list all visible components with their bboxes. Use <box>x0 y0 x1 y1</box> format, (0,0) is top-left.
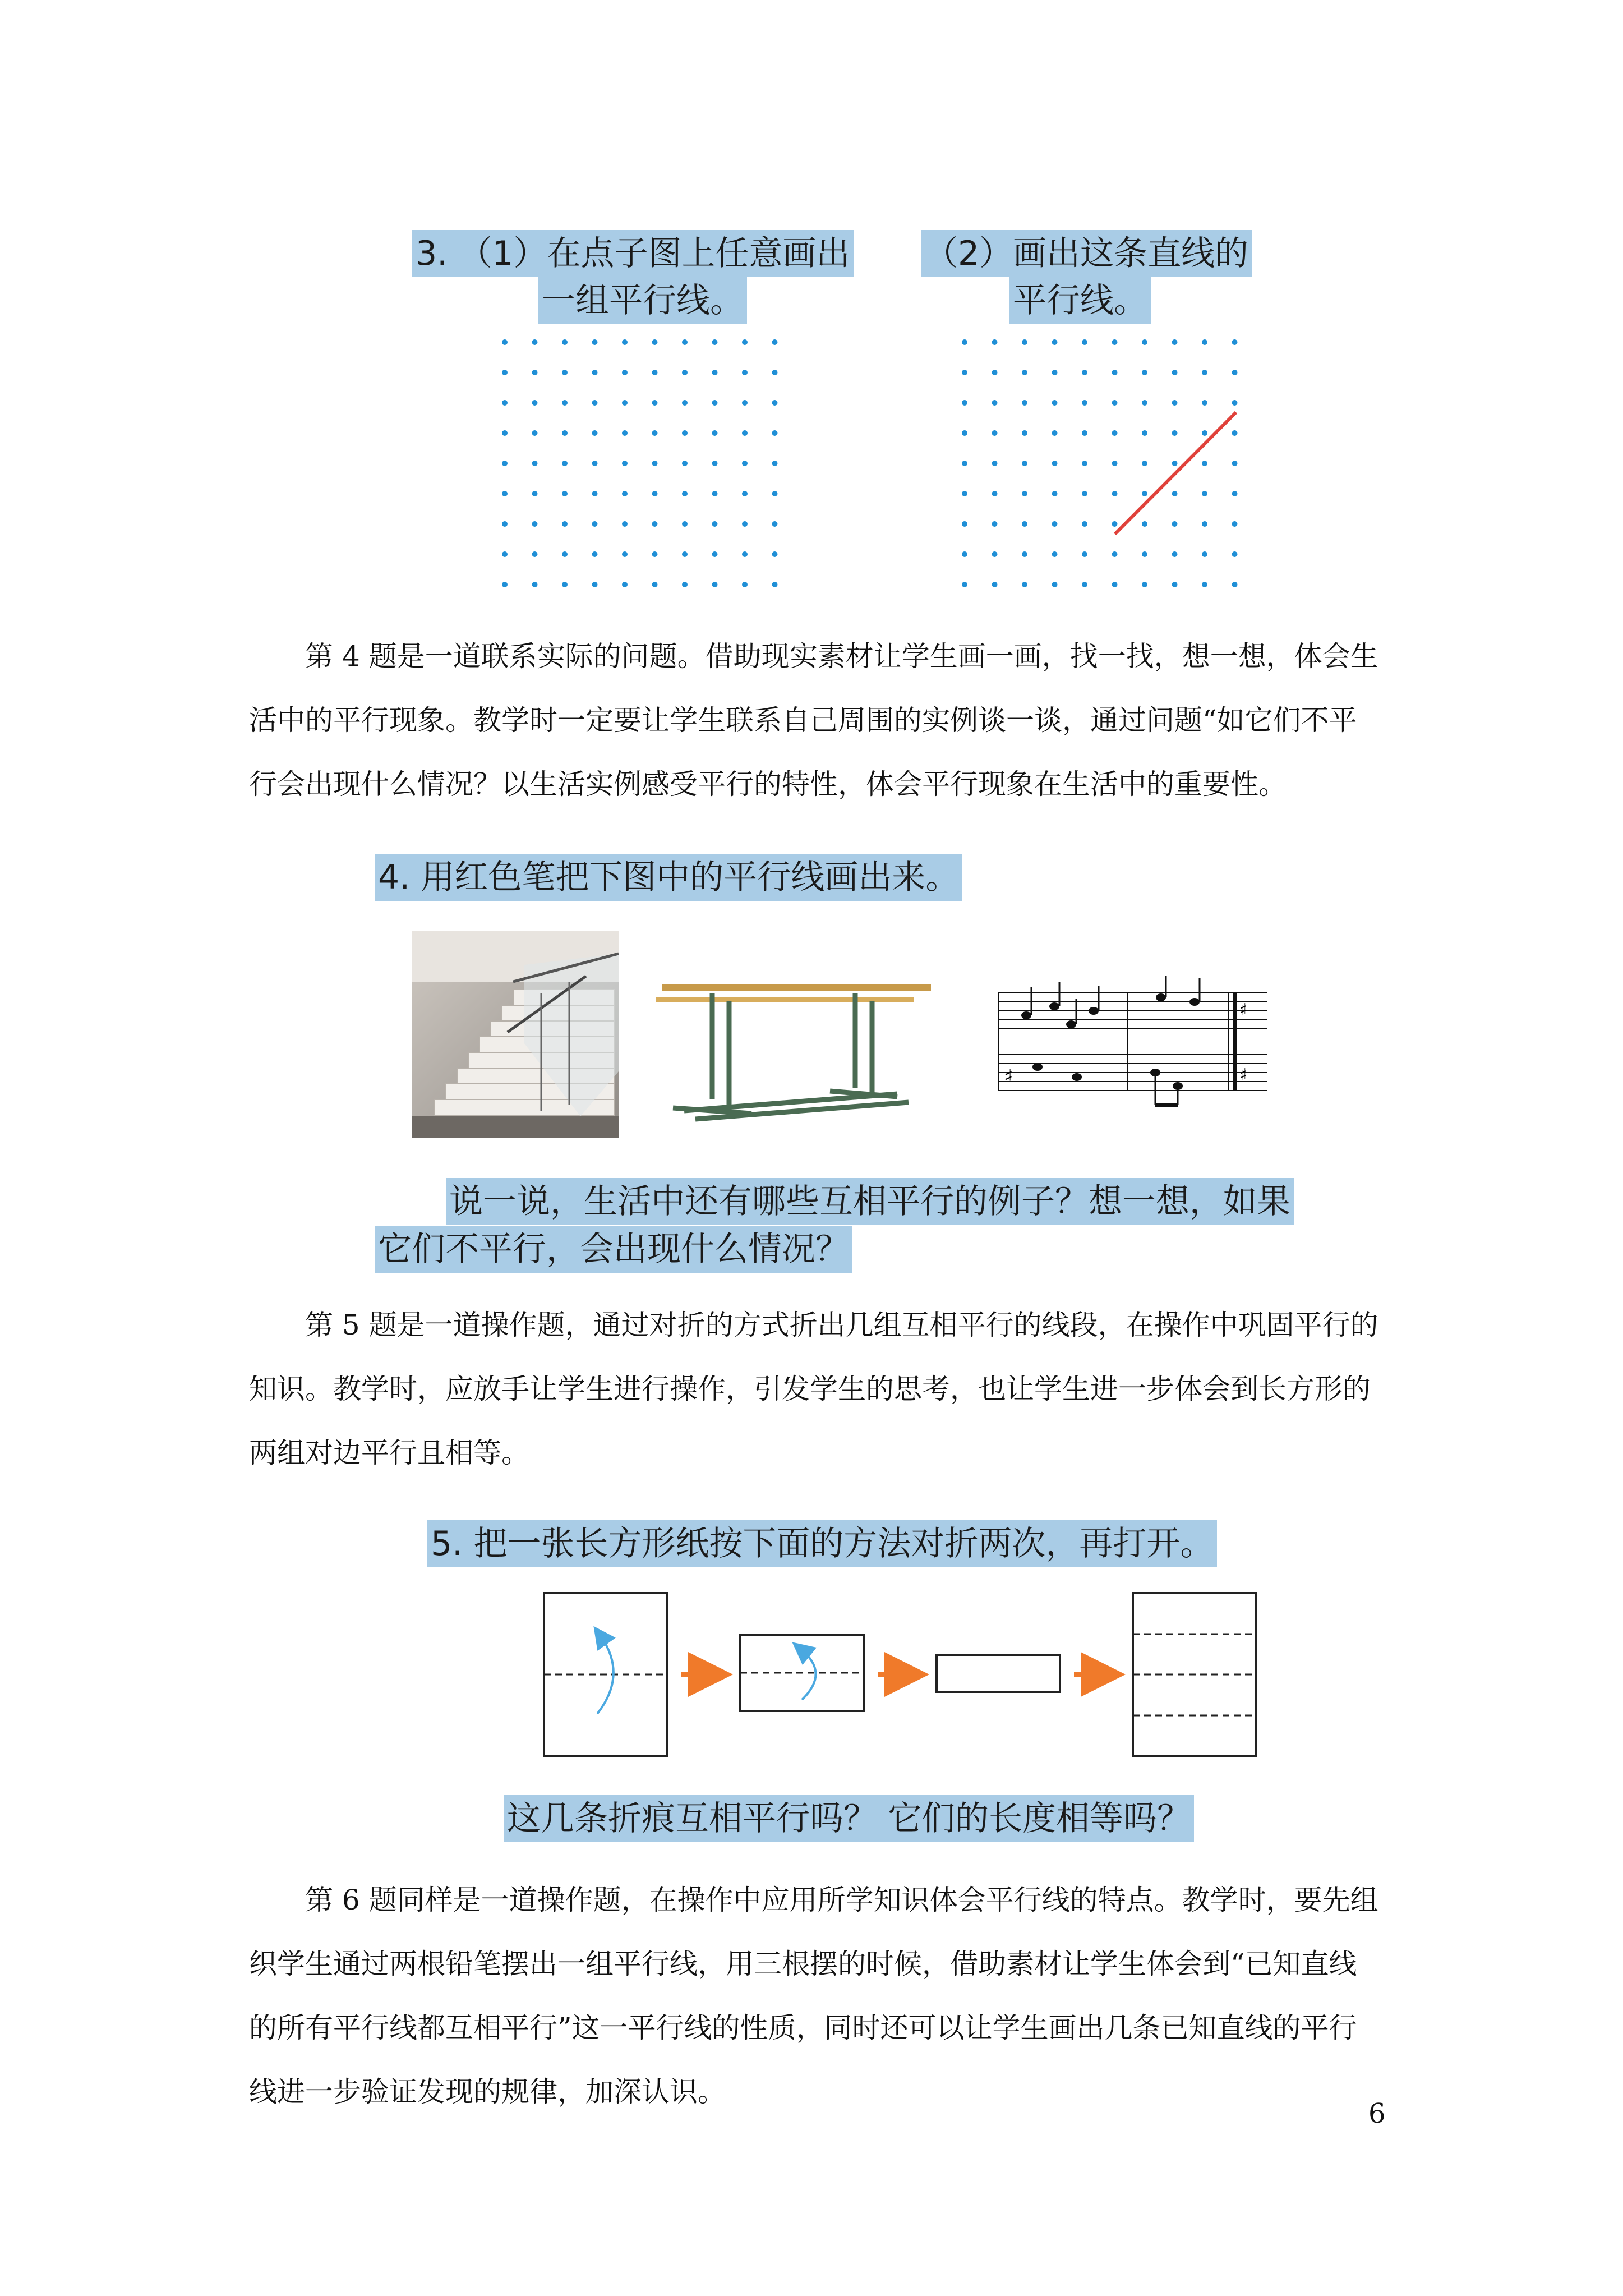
svg-text:♯: ♯ <box>1239 1065 1248 1085</box>
grid-dot[interactable] <box>1022 521 1027 527</box>
dot-grid-2[interactable] <box>953 331 1284 611</box>
q4-discuss-line2: 它们不平行，会出现什么情况？ <box>375 1226 852 1273</box>
grid-dot[interactable] <box>742 430 748 436</box>
grid-dot[interactable] <box>682 461 688 466</box>
grid-dot[interactable] <box>1232 370 1238 375</box>
grid-dot[interactable] <box>502 400 508 406</box>
grid-dot[interactable] <box>682 491 688 496</box>
grid-dot[interactable] <box>742 551 748 557</box>
grid-dot[interactable] <box>1172 551 1178 557</box>
grid-dot[interactable] <box>1172 491 1178 496</box>
grid-dot[interactable] <box>1082 521 1087 527</box>
grid-dot[interactable] <box>1082 339 1087 345</box>
grid-dot[interactable] <box>1022 551 1027 557</box>
q5-question: 这几条折痕互相平行吗？ 它们的长度相等吗？ <box>504 1795 1194 1842</box>
grid-dot[interactable] <box>1082 491 1087 496</box>
grid-dot[interactable] <box>1232 400 1238 406</box>
grid-dot[interactable] <box>682 521 688 527</box>
page-number: 6 <box>1368 2098 1386 2129</box>
grid-dot[interactable] <box>1052 491 1058 496</box>
grid-dot[interactable] <box>1112 582 1118 587</box>
grid-dot[interactable] <box>1232 551 1238 557</box>
grid-dot[interactable] <box>562 400 568 406</box>
grid-dot[interactable] <box>1202 400 1207 406</box>
grid-dot[interactable] <box>712 370 718 375</box>
paper-folding-diagram <box>538 1588 1267 1778</box>
grid-dot[interactable] <box>622 430 628 436</box>
grid-dot[interactable] <box>992 521 998 527</box>
grid-dot[interactable] <box>712 430 718 436</box>
grid-dot[interactable] <box>1082 370 1087 375</box>
grid-dot[interactable] <box>532 430 538 436</box>
grid-dot[interactable] <box>1022 582 1027 587</box>
grid-dot[interactable] <box>742 370 748 375</box>
grid-dot[interactable] <box>712 339 718 345</box>
grid-dot[interactable] <box>712 461 718 466</box>
grid-dot[interactable] <box>562 491 568 496</box>
grid-dot[interactable] <box>1112 430 1118 436</box>
grid-dot[interactable] <box>682 400 688 406</box>
grid-dot[interactable] <box>1082 430 1087 436</box>
grid-dot[interactable] <box>502 461 508 466</box>
grid-dot[interactable] <box>742 461 748 466</box>
para3-line4: 线进一步验证发现的规律，加深认识。 <box>249 2076 726 2108</box>
grid-dot[interactable] <box>992 370 998 375</box>
grid-dot[interactable] <box>1202 370 1207 375</box>
grid-dot[interactable] <box>992 551 998 557</box>
grid-dot[interactable] <box>532 521 538 527</box>
grid-dot[interactable] <box>1022 339 1027 345</box>
grid-dot[interactable] <box>992 430 998 436</box>
grid-dot[interactable] <box>1142 521 1147 527</box>
grid-dot[interactable] <box>992 339 998 345</box>
grid-dot[interactable] <box>772 582 778 587</box>
grid-dot[interactable] <box>962 521 967 527</box>
grid-dot[interactable] <box>1202 521 1207 527</box>
grid-dot[interactable] <box>1052 430 1058 436</box>
grid-dot[interactable] <box>592 400 598 406</box>
grid-dot[interactable] <box>962 400 967 406</box>
grid-dot[interactable] <box>712 491 718 496</box>
grid-dot[interactable] <box>772 491 778 496</box>
grid-dot[interactable] <box>592 582 598 587</box>
grid-dot[interactable] <box>592 461 598 466</box>
grid-dot[interactable] <box>772 461 778 466</box>
grid-dot[interactable] <box>592 339 598 345</box>
grid-dot[interactable] <box>562 430 568 436</box>
grid-dot[interactable] <box>682 339 688 345</box>
grid-dot[interactable] <box>652 430 658 436</box>
q4-discuss-line1: 说一说，生活中还有哪些互相平行的例子？想一想，如果 <box>446 1178 1294 1225</box>
grid-dot[interactable] <box>1172 339 1178 345</box>
grid-dot[interactable] <box>1232 491 1238 496</box>
grid-dot[interactable] <box>962 430 967 436</box>
grid-dot[interactable] <box>622 582 628 587</box>
grid-dot[interactable] <box>502 430 508 436</box>
grid-dot[interactable] <box>962 339 967 345</box>
grid-dot[interactable] <box>742 400 748 406</box>
grid-dot[interactable] <box>532 370 538 375</box>
grid-dot[interactable] <box>652 521 658 527</box>
grid-dot[interactable] <box>742 521 748 527</box>
grid-dot[interactable] <box>622 400 628 406</box>
q4-title: 4. 用红色笔把下图中的平行线画出来。 <box>375 854 962 901</box>
parallel-bars-image <box>651 976 931 1133</box>
grid-dot[interactable] <box>1112 461 1118 466</box>
grid-dot[interactable] <box>1202 491 1207 496</box>
grid-dot[interactable] <box>1022 491 1027 496</box>
grid-dot[interactable] <box>562 551 568 557</box>
grid-dot[interactable] <box>652 400 658 406</box>
q3-part1-line1: 3. （1）在点子图上任意画出 <box>412 230 854 277</box>
grid-dot[interactable] <box>622 461 628 466</box>
grid-dot[interactable] <box>1172 430 1178 436</box>
grid-dot[interactable] <box>742 582 748 587</box>
grid-dot[interactable] <box>1232 461 1238 466</box>
grid-dot[interactable] <box>1172 461 1178 466</box>
grid-dot[interactable] <box>772 370 778 375</box>
grid-dot[interactable] <box>1202 551 1207 557</box>
grid-dot[interactable] <box>1142 400 1147 406</box>
grid-dot[interactable] <box>592 551 598 557</box>
grid-dot[interactable] <box>1082 582 1087 587</box>
grid-dot[interactable] <box>562 339 568 345</box>
para2-line3: 两组对边平行且相等。 <box>249 1437 529 1469</box>
grid-dot[interactable] <box>1112 521 1118 527</box>
grid-dot[interactable] <box>1202 582 1207 587</box>
q5-title: 5. 把一张长方形纸按下面的方法对折两次，再打开。 <box>427 1520 1217 1567</box>
grid-dot[interactable] <box>1232 582 1238 587</box>
grid-dot[interactable] <box>502 370 508 375</box>
grid-dot[interactable] <box>1112 339 1118 345</box>
q3-part2-line1: （2）画出这条直线的 <box>921 230 1252 277</box>
grid-dot[interactable] <box>532 491 538 496</box>
grid-dot[interactable] <box>652 339 658 345</box>
para1-line2: 活中的平行现象。教学时一定要让学生联系自己周围的实例谈一谈，通过问题“如它们不平 <box>249 704 1357 737</box>
grid-dot[interactable] <box>502 521 508 527</box>
grid-dot[interactable] <box>962 461 967 466</box>
grid-dot[interactable] <box>502 491 508 496</box>
grid-dot[interactable] <box>1022 370 1027 375</box>
grid-dot[interactable] <box>1112 370 1118 375</box>
grid-dot[interactable] <box>502 582 508 587</box>
svg-text:♯: ♯ <box>1004 1065 1013 1088</box>
grid-dot[interactable] <box>622 551 628 557</box>
grid-dot[interactable] <box>1202 430 1207 436</box>
grid-dot[interactable] <box>622 521 628 527</box>
grid-dot[interactable] <box>1142 370 1147 375</box>
grid-dot[interactable] <box>992 461 998 466</box>
grid-dot[interactable] <box>772 430 778 436</box>
svg-text:♯: ♯ <box>1239 1000 1248 1020</box>
grid-dot[interactable] <box>682 370 688 375</box>
para1-line1: 第 4 题是一道联系实际的问题。借助现实素材让学生画一画，找一找，想一想，体会生 <box>305 640 1378 673</box>
grid-dot[interactable] <box>1232 521 1238 527</box>
q3-part2-line2: 平行线。 <box>1009 277 1151 324</box>
grid-dot[interactable] <box>1232 430 1238 436</box>
grid-dot[interactable] <box>592 491 598 496</box>
grid-dot[interactable] <box>562 461 568 466</box>
grid-dot[interactable] <box>652 491 658 496</box>
grid-dot[interactable] <box>1142 551 1147 557</box>
grid-dot[interactable] <box>962 491 967 496</box>
grid-dot[interactable] <box>562 370 568 375</box>
grid-dot[interactable] <box>502 551 508 557</box>
grid-dot[interactable] <box>682 430 688 436</box>
grid-dot[interactable] <box>532 551 538 557</box>
grid-dot[interactable] <box>1022 461 1027 466</box>
grid-dot[interactable] <box>592 521 598 527</box>
grid-dot[interactable] <box>1142 339 1147 345</box>
grid-dot[interactable] <box>962 551 967 557</box>
grid-dot[interactable] <box>1022 430 1027 436</box>
grid-dot[interactable] <box>1052 551 1058 557</box>
grid-dot[interactable] <box>592 430 598 436</box>
grid-dot[interactable] <box>622 339 628 345</box>
grid-dot[interactable] <box>992 582 998 587</box>
grid-dot[interactable] <box>682 582 688 587</box>
grid-dot[interactable] <box>592 370 598 375</box>
grid-dot[interactable] <box>532 400 538 406</box>
grid-dot[interactable] <box>1172 370 1178 375</box>
paragraph-q4-explanation <box>249 624 1386 816</box>
dot-grid-1[interactable] <box>494 331 824 611</box>
grid-dot[interactable] <box>772 521 778 527</box>
grid-dot[interactable] <box>502 339 508 345</box>
grid-dot[interactable] <box>1202 339 1207 345</box>
grid-dot[interactable] <box>532 582 538 587</box>
grid-dot[interactable] <box>1202 461 1207 466</box>
grid-dot[interactable] <box>712 551 718 557</box>
grid-dot[interactable] <box>1052 370 1058 375</box>
grid-dot[interactable] <box>772 551 778 557</box>
grid-dot[interactable] <box>1112 400 1118 406</box>
grid-dot[interactable] <box>1052 521 1058 527</box>
grid-dot[interactable] <box>682 551 688 557</box>
grid-dot[interactable] <box>622 491 628 496</box>
music-score-image <box>993 970 1273 1116</box>
grid-dot[interactable] <box>1082 551 1087 557</box>
grid-dot[interactable] <box>1052 400 1058 406</box>
paper-step-3 <box>937 1655 1060 1692</box>
grid-dot[interactable] <box>652 461 658 466</box>
grid-dot[interactable] <box>562 521 568 527</box>
grid-dot[interactable] <box>742 339 748 345</box>
para3-line3: 的所有平行线都互相平行”这一平行线的性质，同时还可以让学生画出几条已知直线的平行 <box>249 2012 1357 2044</box>
grid-dot[interactable] <box>772 339 778 345</box>
grid-dot[interactable] <box>772 400 778 406</box>
grid-dot[interactable] <box>712 521 718 527</box>
grid-dot[interactable] <box>652 582 658 587</box>
grid-dot[interactable] <box>1232 339 1238 345</box>
grid-dot[interactable] <box>532 339 538 345</box>
grid-dot[interactable] <box>1052 582 1058 587</box>
para2-line2: 知识。教学时，应放手让学生进行操作，引发学生的思考，也让学生进一步体会到长方形的 <box>249 1373 1371 1405</box>
grid-dot[interactable] <box>1142 430 1147 436</box>
grid-dot[interactable] <box>1052 461 1058 466</box>
grid-dot[interactable] <box>1082 400 1087 406</box>
paragraph-q6-explanation <box>249 1868 1386 2124</box>
grid-dot[interactable] <box>1172 582 1178 587</box>
grid-dot[interactable] <box>1112 491 1118 496</box>
grid-dot[interactable] <box>992 400 998 406</box>
grid-dot[interactable] <box>1172 521 1178 527</box>
grid-dot[interactable] <box>962 370 967 375</box>
grid-dot[interactable] <box>1142 582 1147 587</box>
grid-dot[interactable] <box>562 582 568 587</box>
grid-dot[interactable] <box>622 370 628 375</box>
para2-line1: 第 5 题是一道操作题，通过对折的方式折出几组互相平行的线段，在操作中巩固平行的 <box>305 1309 1378 1341</box>
grid-dot[interactable] <box>1172 400 1178 406</box>
grid-dot[interactable] <box>1022 400 1027 406</box>
grid-dot[interactable] <box>962 582 967 587</box>
para3-line2: 织学生通过两根铅笔摆出一组平行线，用三根摆的时候，借助素材让学生体会到“已知直线 <box>249 1948 1357 1980</box>
paragraph-q5-explanation <box>249 1293 1386 1485</box>
grid-dot[interactable] <box>652 551 658 557</box>
grid-dot[interactable] <box>1142 491 1147 496</box>
grid-dot[interactable] <box>652 370 658 375</box>
staircase-photo <box>412 931 619 1138</box>
grid-dot[interactable] <box>1112 551 1118 557</box>
grid-dot[interactable] <box>1142 461 1147 466</box>
grid-dot[interactable] <box>742 491 748 496</box>
para3-line1: 第 6 题同样是一道操作题，在操作中应用所学知识体会平行线的特点。教学时，要先组 <box>305 1884 1378 1916</box>
grid-dot[interactable] <box>712 400 718 406</box>
q3-part1-line2: 一组平行线。 <box>538 277 747 324</box>
grid-dot[interactable] <box>712 582 718 587</box>
grid-dot[interactable] <box>992 491 998 496</box>
para1-line3: 行会出现什么情况？以生活实例感受平行的特性，体会平行现象在生活中的重要性。 <box>249 768 1287 800</box>
grid-dot[interactable] <box>1052 339 1058 345</box>
grid-dot[interactable] <box>532 461 538 466</box>
grid-dot[interactable] <box>1082 461 1087 466</box>
